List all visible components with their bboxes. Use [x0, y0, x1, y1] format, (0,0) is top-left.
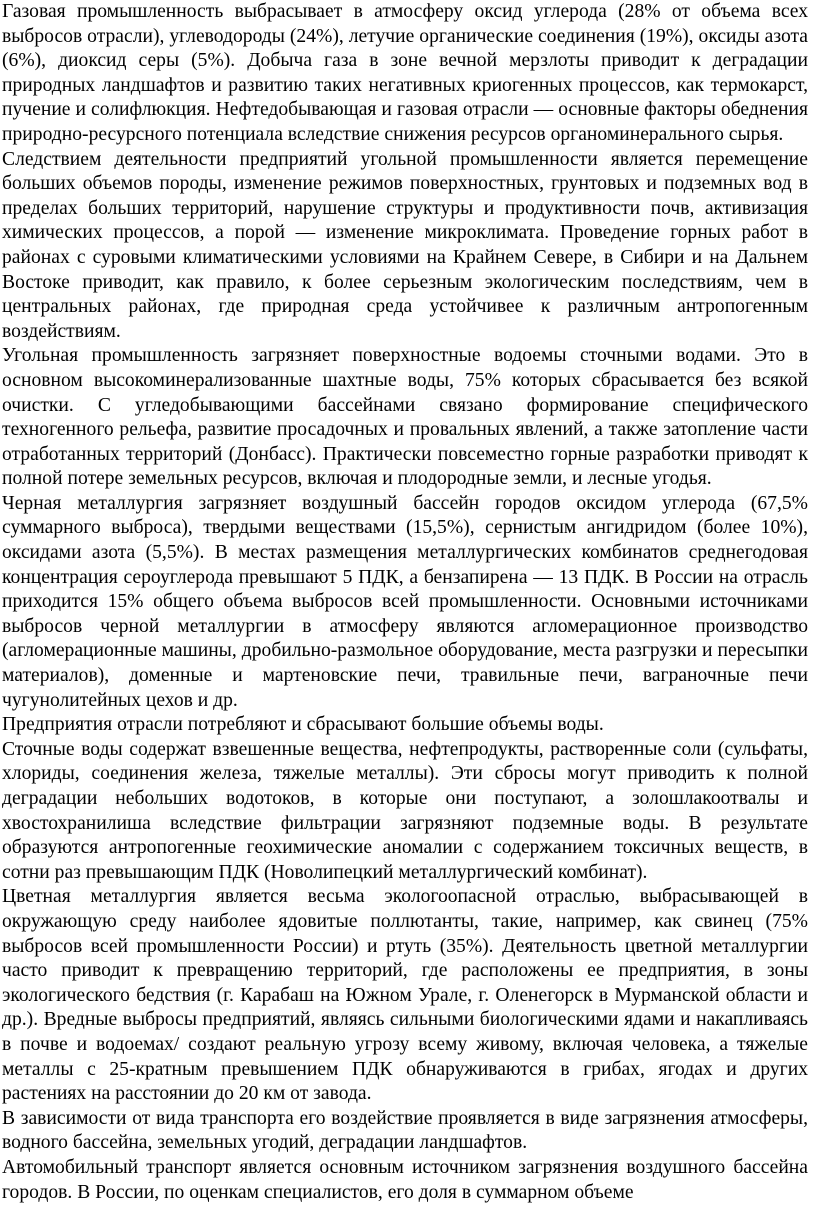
paragraph-nonferrous-metallurgy: Цветная металлургия является весьма экологоопасной отраслью, выбрасывающей в окружающую среду наиболее ядовитые поллютанты, такие, например, как свинец (75% выбросов всей промышленности России) и ртуть (35%). Деятельность цветной металлургии часто приводит к превращению территорий, где расположены ее предприятия, в зоны экологического бедствия (г. Карабаш на Южном Урале, г. Оленегорск в Мурманской области и др.). Вредные выбросы предприятий, являясь сильными биологическими ядами и накапливаясь в почве и водоемах/ создают реальную угрозу всему живому, включая человека, а тяжелые металлы с 25-кратным превышением ПДК обнаруживаются в грибах, ягодах и других растениях на расстоянии до 20 км от завода.: [2, 886, 808, 1105]
paragraph-transport-impact: В зависимости от вида транспорта его воздействие проявляется в виде загрязнения атмосферы, водного бассейна, земельных угодий, деградации ландшафтов.: [2, 1107, 808, 1154]
paragraph-coal-industry-consequences: Следствием деятельности предприятий угольной промышленности является перемещение больших объемов породы, изменение режимов поверхностных, грунтовых и подземных вод в пределах больших территорий, нарушение структуры и продуктивности почв, активизация химических процессов, а порой — изменение микроклимата. Проведение горных работ в районах с суровыми климатическими условиями на Крайнем Севере, в Сибири и на Дальнем Востоке приводит, как правило, к более серьезным экологическим последствиям, чем в центральных районах, где природная среда устойчивее к различным антропогенным воздействиям.: [2, 148, 808, 342]
paragraph-coal-water-pollution: Угольная промышленность загрязняет поверхностные водоемы сточными водами. Это в основном высокоминерализованные шахтные воды, 75% которых сбрасывается без всякой очистки. С угледобывающими бассейнами связано формирование специфического техногенного рельефа, развитие просадочных и провальных явлений, а также затопление части отработанных территорий (Донбасс). Практически повсеместно горные разработки приводят к полной потере земельных ресурсов, включая и плодородные земли, и лесные угодья.: [2, 345, 808, 490]
paragraph-water-consumption: Предприятия отрасли потребляют и сбрасывают большие объемы воды.: [2, 714, 604, 736]
paragraph-gas-industry: Газовая промышленность выбрасывает в атмосферу оксид углерода (28% от объема всех выбросов отрасли), углеводороды (24%), летучие органические соединения (19%), оксиды азота (6%), диоксид серы (5%). Добыча газа в зоне вечной мерзлоты приводит к деградации природных ландшафтов и развитию таких негативных криогенных процессов, как термокарст, пучение и солифлюкция. Нефтедобывающая и газовая отрасли — основные факторы обеднения природно-ресурсного потенциала вследствие снижения ресурсов органоминерального сырья.: [2, 1, 808, 145]
paragraph-wastewater: Сточные воды содержат взвешенные вещества, нефтепродукты, растворенные соли (сульфаты, хлориды, соединения железа, тяжелые металлы). Эти сбросы могут приводить к полной деградации небольших водотоков, в которые они поступают, а золошлакоотвалы и хвостохранилиша вследствие фильтрации загрязняют подземные воды. В результате образуются антропогенные геохимические аномалии с содержанием токсичных веществ, в сотни раз превышающим ПДК (Новолипецкий металлургический комбинат).: [2, 738, 808, 883]
paragraph-ferrous-metallurgy: Черная металлургия загрязняет воздушный бассейн городов оксидом углерода (67,5% суммарного выброса), твердыми веществами (15,5%), сернистым ангидридом (более 10%), оксидами азота (5,5%). В местах размещения металлургических комбинатов среднегодовая концентрация сероуглерода превышают 5 ПДК, а бензапирена — 13 ПДК. В России на отрасль приходится 15% общего объема выбросов всей промышленности. Основными источниками выбросов черной металлургии в атмосферу являются агломерационное производство (агломерационные машины, дробильно-размольное оборудование, места разгрузки и пересыпки материалов), доменные и мартеновские печи, травильные печи, ваграночные печи чугунолитейных цехов и др.: [2, 492, 808, 711]
paragraph-road-transport: Автомобильный транспорт является основным источником загрязнения воздушного бассейна городов. В России, по оценкам специалистов, его доля в суммарном объеме: [2, 1156, 808, 1203]
